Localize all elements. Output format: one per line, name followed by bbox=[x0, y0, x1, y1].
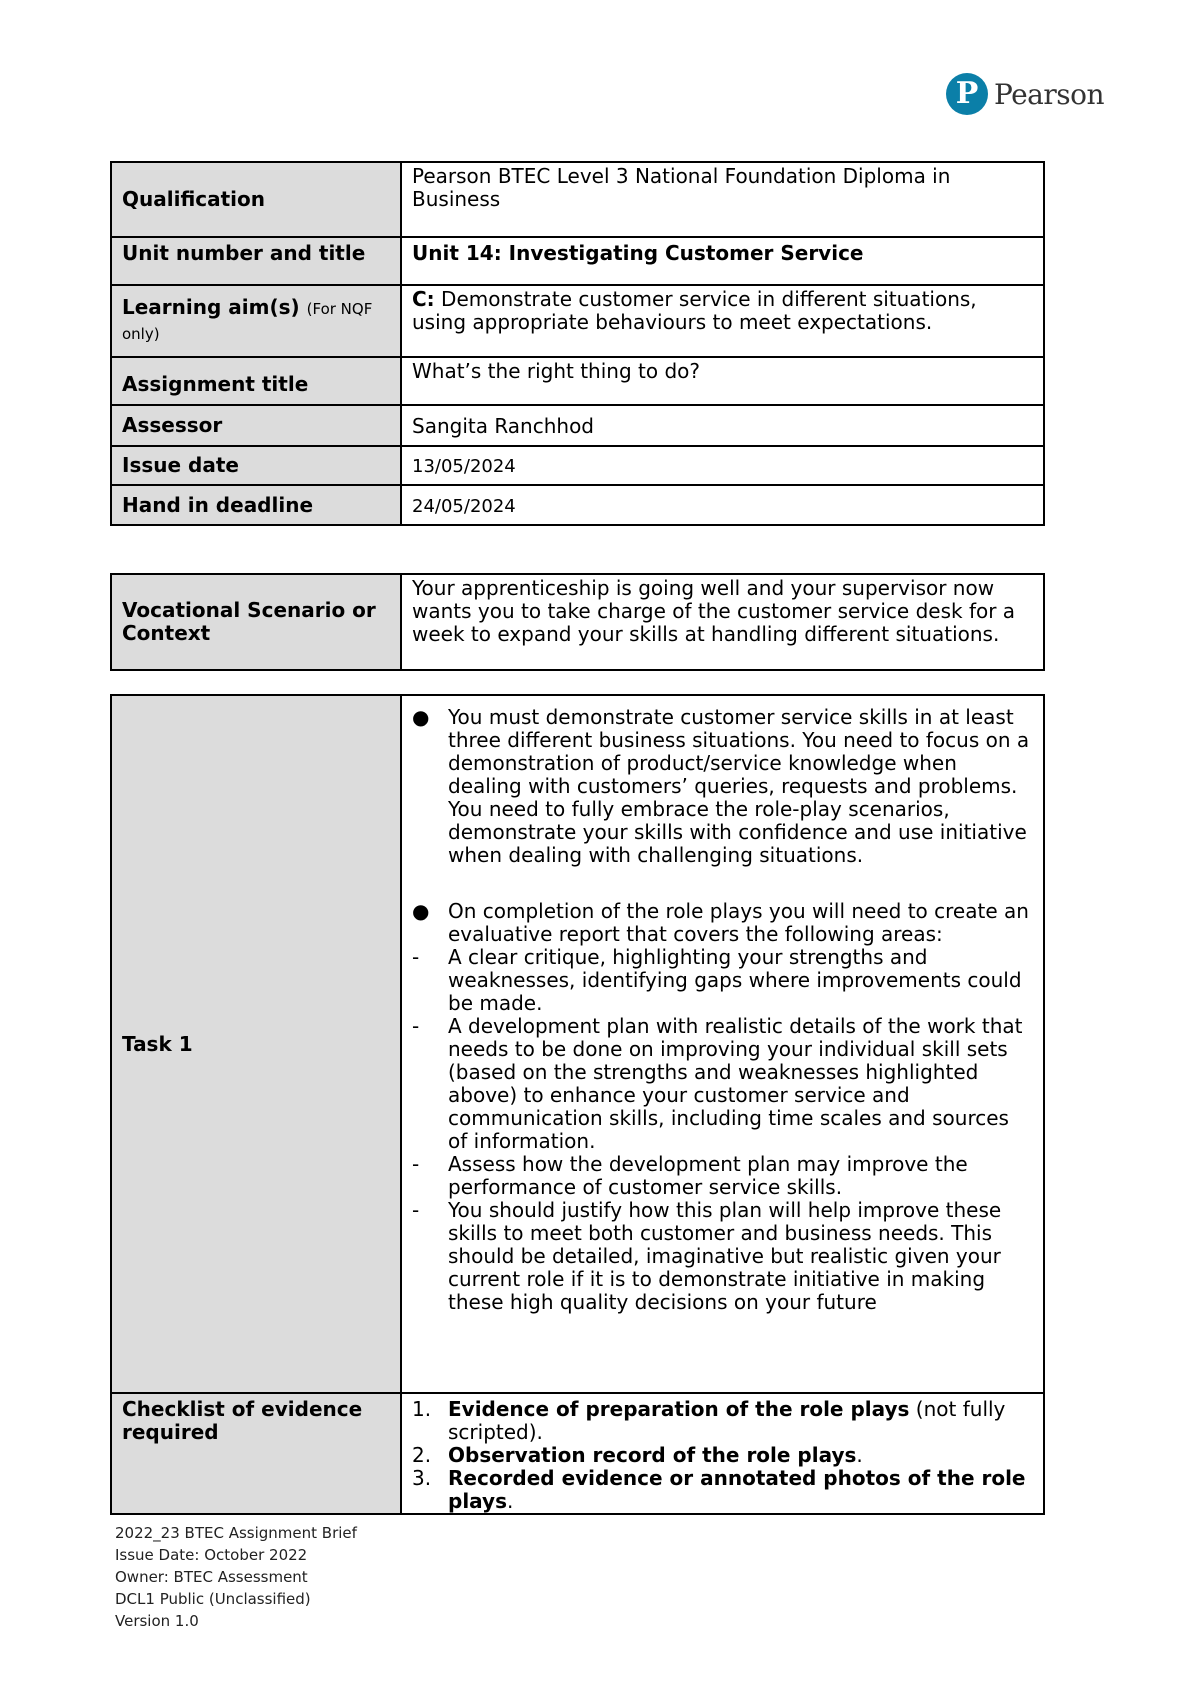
footer-line: Owner: BTEC Assessment bbox=[115, 1568, 308, 1586]
pearson-logo-text: Pearson bbox=[994, 77, 1104, 111]
table-row bbox=[111, 357, 1044, 405]
table-row bbox=[111, 237, 1044, 285]
unit-label: Unit number and title bbox=[111, 237, 401, 285]
task-content bbox=[401, 695, 1044, 1393]
footer-line: 2022_23 BTEC Assignment Brief bbox=[115, 1524, 357, 1542]
table-row bbox=[111, 162, 1044, 237]
learning-aim-label: Learning aim(s) (For NQF only) bbox=[111, 285, 401, 357]
list-item: 3. Recorded evidence or annotated photos of the role plays. bbox=[412, 1466, 1026, 1513]
issue-date-value: 13/05/2024 bbox=[401, 446, 1044, 485]
assessor-label: Assessor bbox=[111, 405, 401, 446]
task-table bbox=[110, 694, 1045, 1515]
checklist-content bbox=[401, 1393, 1044, 1514]
task-bullet bbox=[412, 900, 1033, 1314]
assignment-details-table bbox=[110, 161, 1045, 526]
checklist-label: Checklist of evidence required bbox=[111, 1393, 401, 1514]
evaluation-subpoints bbox=[412, 946, 1033, 1314]
hand-in-deadline-label: Hand in deadline bbox=[111, 485, 401, 525]
learning-aim-value: C: Demonstrate customer service in different situations, using appropriate behaviours to meet expectations. bbox=[401, 285, 1044, 357]
assignment-title-value: What’s the right thing to do? bbox=[401, 357, 1044, 405]
assessor-value: Sangita Ranchhod bbox=[401, 405, 1044, 446]
table-row bbox=[111, 405, 1044, 446]
footer-line: Issue Date: October 2022 bbox=[115, 1546, 308, 1564]
list-item: 2. Observation record of the role plays. bbox=[412, 1443, 863, 1467]
bullet-icon: ● bbox=[412, 705, 430, 729]
evidence-checklist bbox=[412, 1398, 1033, 1513]
assignment-title-label: Assignment title bbox=[111, 357, 401, 405]
list-item: - A development plan with realistic details of the work that needs to be done on improving your individual skill sets (based on the strengths and weaknesses highlighted above) to enhance your customer service and communication skills, including time scales and sources of information. bbox=[412, 1014, 1023, 1153]
unit-value: Unit 14: Investigating Customer Service bbox=[401, 237, 1044, 285]
task-bullet bbox=[412, 706, 1033, 867]
qualification-label: Qualification bbox=[111, 162, 401, 237]
list-item: - A clear critique, highlighting your strengths and weaknesses, identifying gaps where improvements could be made. bbox=[412, 945, 1022, 1015]
table-row bbox=[111, 285, 1044, 357]
task-label: Task 1 bbox=[111, 695, 401, 1393]
task-bullet-text: On completion of the role plays you will need to create an evaluative report that covers the following areas: bbox=[448, 899, 1029, 946]
qualification-value: Pearson BTEC Level 3 National Foundation Diploma in Business bbox=[401, 162, 1044, 237]
document-footer bbox=[115, 1522, 357, 1632]
footer-line: DCL1 Public (Unclassified) bbox=[115, 1590, 311, 1608]
table-row bbox=[111, 446, 1044, 485]
issue-date-label: Issue date bbox=[111, 446, 401, 485]
hand-in-deadline-value: 24/05/2024 bbox=[401, 485, 1044, 525]
list-item: - You should justify how this plan will help improve these skills to meet both customer and business needs. This should be detailed, imaginative but realistic given your current role if it is to demonstrate initiative in making these high quality decisions on your future bbox=[412, 1198, 1002, 1314]
pearson-logo-icon: P bbox=[946, 73, 988, 115]
scenario-label: Vocational Scenario or Context bbox=[111, 574, 401, 670]
task-bullet-text: You must demonstrate customer service skills in at least three different business situations. You need to focus on a demonstration of product/service knowledge when dealing with customers’ queries, requests and problems. You need to fully embrace the role-play scenarios, demonstrate your skills with confidence and use initiative when dealing with challenging situations. bbox=[448, 705, 1030, 867]
list-item: 1. Evidence of preparation of the role plays (not fully scripted). bbox=[412, 1397, 1006, 1444]
table-row bbox=[111, 485, 1044, 525]
footer-line: Version 1.0 bbox=[115, 1612, 199, 1630]
bullet-icon: ● bbox=[412, 899, 430, 923]
scenario-table bbox=[110, 573, 1045, 671]
list-item: - Assess how the development plan may improve the performance of customer service skills. bbox=[412, 1152, 968, 1199]
table-row bbox=[111, 695, 1044, 1393]
pearson-logo bbox=[946, 73, 1104, 115]
table-row bbox=[111, 574, 1044, 670]
table-row bbox=[111, 1393, 1044, 1514]
scenario-text: Your apprenticeship is going well and your supervisor now wants you to take charge of the customer service desk for a week to expand your skills at handling different situations. bbox=[401, 574, 1044, 670]
